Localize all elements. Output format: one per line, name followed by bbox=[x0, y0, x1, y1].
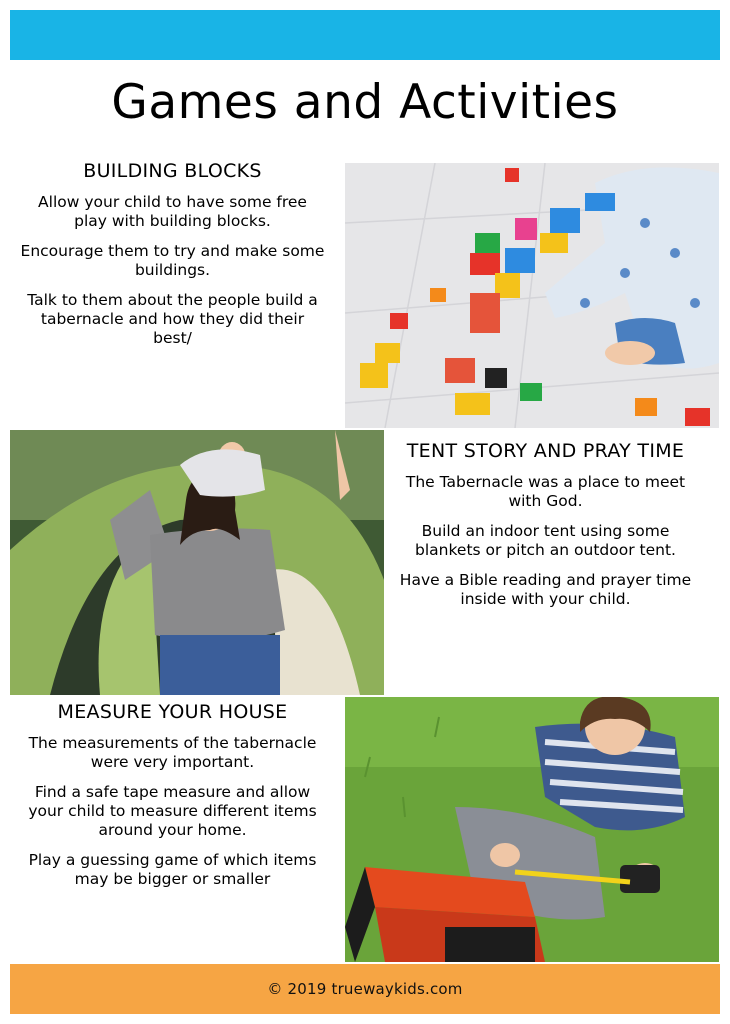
building-blocks-section bbox=[20, 160, 325, 359]
footer-bar bbox=[10, 964, 720, 1014]
page-title: Games and Activities bbox=[111, 75, 619, 130]
tent-story-paragraph-3: Have a Bible reading and prayer time inside with your child. bbox=[399, 571, 692, 608]
measure-house-section bbox=[20, 701, 325, 900]
top-color-bar bbox=[10, 10, 720, 60]
measure-house-paragraph-2: Find a safe tape measure and allow your child to measure different items around your home. bbox=[28, 783, 317, 839]
building-blocks-heading: BUILDING BLOCKS bbox=[83, 160, 262, 182]
tent-story-section bbox=[398, 440, 693, 620]
building-blocks-paragraph-1: Allow your child to have some free play with building blocks. bbox=[38, 193, 307, 230]
tent-photo bbox=[10, 430, 384, 695]
blocks-photo bbox=[345, 163, 719, 428]
copyright-text: © 2019 truewaykids.com bbox=[267, 980, 463, 998]
measure-house-heading: MEASURE YOUR HOUSE bbox=[57, 701, 288, 723]
measure-house-paragraph-1: The measurements of the tabernacle were very important. bbox=[28, 734, 317, 771]
tent-story-heading: TENT STORY AND PRAY TIME bbox=[406, 440, 685, 462]
measure-house-paragraph-3: Play a guessing game of which items may be bigger or smaller bbox=[28, 851, 317, 888]
building-blocks-paragraph-2: Encourage them to try and make some buildings. bbox=[20, 242, 325, 279]
tent-story-paragraph-2: Build an indoor tent using some blankets or pitch an outdoor tent. bbox=[415, 522, 676, 559]
measure-photo bbox=[345, 697, 719, 962]
tent-story-paragraph-1: The Tabernacle was a place to meet with God. bbox=[405, 473, 686, 510]
building-blocks-paragraph-3: Talk to them about the people build a tabernacle and how they did their best/ bbox=[27, 291, 318, 347]
